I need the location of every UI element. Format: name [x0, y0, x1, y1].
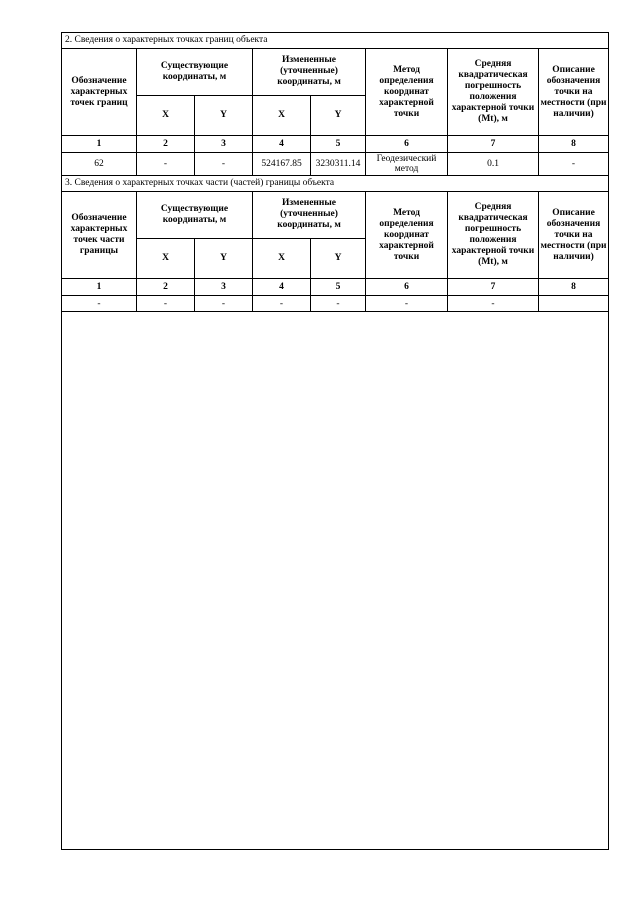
table-cell: 3230311.14	[311, 153, 366, 176]
header-description: Описание обозначения точки на местности (при наличии)	[539, 192, 609, 279]
header-changed-y: Y	[311, 95, 366, 135]
table-cell: -	[311, 296, 366, 312]
table-cell	[539, 296, 609, 312]
header-changed-x: X	[253, 238, 311, 278]
table-cell: Геодезический метод	[366, 153, 448, 176]
table-cell: -	[137, 296, 195, 312]
table-cell: 62	[62, 153, 137, 176]
header-changed-x: X	[253, 95, 311, 135]
column-number: 1	[62, 279, 137, 296]
header-existing-y: Y	[195, 238, 253, 278]
section-2-title: 2. Сведения о характерных точках границ объекта	[62, 33, 608, 49]
column-number: 4	[253, 279, 311, 296]
header-method: Метод определения координат характерной точки	[366, 49, 448, 136]
column-number: 6	[366, 136, 448, 153]
column-number: 7	[448, 136, 539, 153]
table-cell: -	[195, 296, 253, 312]
table-cell: -	[253, 296, 311, 312]
table-row	[62, 296, 609, 312]
table-cell: -	[539, 153, 609, 176]
column-number: 2	[137, 136, 195, 153]
header-point-designation: Обозначение характерных точек части границы	[62, 192, 137, 279]
document-frame	[61, 32, 609, 850]
header-changed-y: Y	[311, 238, 366, 278]
section-3-table	[61, 192, 609, 312]
column-number: 4	[253, 136, 311, 153]
table-cell: 0.1	[448, 153, 539, 176]
table-row	[62, 153, 609, 176]
table-cell: 524167.85	[253, 153, 311, 176]
column-number: 5	[311, 136, 366, 153]
header-existing-x: X	[137, 95, 195, 135]
header-accuracy: Средняя квадратическая погрешность положения характерной точки (Mt), м	[448, 49, 539, 136]
column-number: 7	[448, 279, 539, 296]
header-point-designation: Обозначение характерных точек границ	[62, 49, 137, 136]
column-number: 3	[195, 136, 253, 153]
column-number: 3	[195, 279, 253, 296]
column-number: 6	[366, 279, 448, 296]
table-cell: -	[448, 296, 539, 312]
table-cell: -	[62, 296, 137, 312]
table-cell: -	[137, 153, 195, 176]
section-2-table	[61, 49, 609, 176]
column-number: 8	[539, 136, 609, 153]
section-3-title: 3. Сведения о характерных точках части (частей) границы объекта	[62, 176, 608, 192]
header-changed-coordinates: Измененные (уточненные) координаты, м	[253, 192, 366, 238]
header-description: Описание обозначения точки на местности (при наличии)	[539, 49, 609, 136]
column-number: 8	[539, 279, 609, 296]
column-number: 1	[62, 136, 137, 153]
header-existing-coordinates: Существующие координаты, м	[137, 192, 253, 238]
header-method: Метод определения координат характерной точки	[366, 192, 448, 279]
header-accuracy: Средняя квадратическая погрешность положения характерной точки (Mt), м	[448, 192, 539, 279]
column-number: 2	[137, 279, 195, 296]
header-existing-y: Y	[195, 95, 253, 135]
header-existing-coordinates: Существующие координаты, м	[137, 49, 253, 95]
header-existing-x: X	[137, 238, 195, 278]
table-cell: -	[366, 296, 448, 312]
header-changed-coordinates: Измененные (уточненные) координаты, м	[253, 49, 366, 95]
table-cell: -	[195, 153, 253, 176]
column-number: 5	[311, 279, 366, 296]
